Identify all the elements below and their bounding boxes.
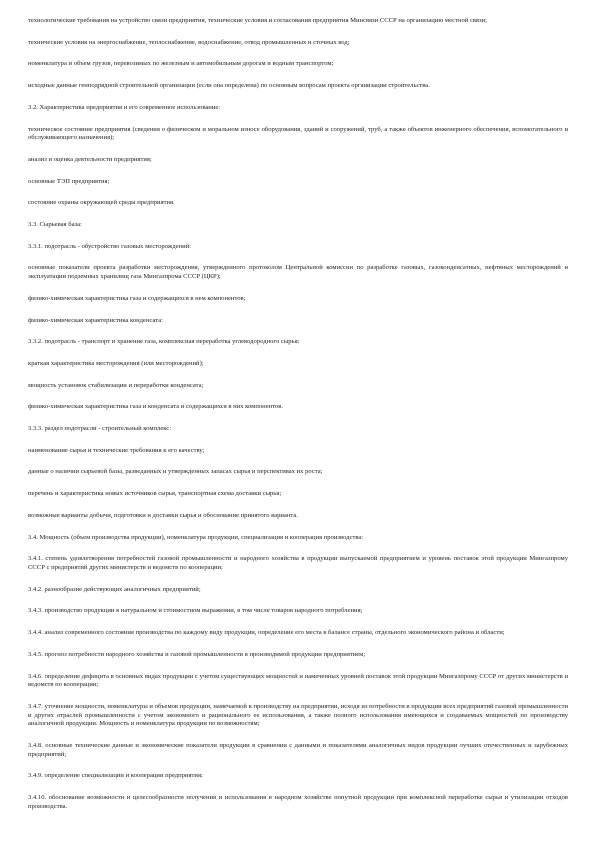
paragraph: 3.4.2. разнообразие действующих аналогичных предприятий; — [28, 585, 201, 593]
paragraph: 3.4.5. прогноз потребности народного хозяйства и газовой промышленности в производимой продукции предприятием; — [28, 650, 366, 658]
paragraph: технические условия на энергоснабжение, теплоснабжение, водоснабжение, отвод промышленных и сточных вод; — [28, 38, 350, 46]
paragraph: 3.4.9. определение специализации и кооперации предприятия; — [28, 772, 203, 780]
paragraph: состояние охраны окружающей среды предприятия. — [28, 199, 175, 207]
paragraph: возможные варианты добычи, подготовки и доставки сырья и обоснование принятого варианта. — [28, 511, 298, 519]
paragraph: 3.2. Характеристика предприятия и его современное использование: — [28, 103, 221, 111]
paragraph: 3.3.1. подотрасль - обустройство газовых месторождений: — [28, 242, 192, 250]
paragraph: основные ТЭП предприятия; — [28, 177, 110, 185]
paragraph: 3.4. Мощность (объем производства продукции), номенклатура продукции, специализация и кооперация производства: — [28, 533, 364, 541]
paragraph: исходные данные генподрядной строительной организации (если она определена) по основным вопросам проекта организации строительства. — [28, 82, 430, 90]
paragraph: перечень и характеристика новых источников сырья, транспортная схема доставки сырья; — [28, 490, 282, 498]
paragraph: 3.4.1. степень удовлетворения потребностей газовой промышленности и народного хозяйства в продукции выпускаемой предприятием и уровень поставок этой продукции Мингазпрому СССР с предприятий других министерств и ведомств по кооперации; — [28, 555, 568, 571]
paragraph: наименование сырья и технические требования к его качеству; — [28, 446, 205, 454]
paragraph: 3.4.6. определение дефицита в основных видах продукции с учетом существующих мощностей и намеченных уровней поставок этой продукции Мингазпрому СССР от других министерств и ведомств по кооперации; — [28, 672, 568, 689]
paragraph: краткая характеристика месторождения (или месторождений); — [28, 359, 204, 367]
paragraph: мощность установок стабилизации и переработки конденсата; — [28, 381, 204, 389]
paragraph: 3.4.3. производство продукции в натуральном и стоимостном выражении, в том числе товаров народного потребления; — [28, 607, 363, 615]
document-page — [28, 17, 568, 825]
paragraph: 3.4.4. анализ современного состояния производства по каждому виду продукции, определение его места в балансе страны, отдельного экономического района и области; — [28, 629, 505, 637]
paragraph: данные о наличии сырьевой базы, разведанных и утвержденных запасах сырья и перспективах их роста; — [28, 468, 323, 476]
paragraph: физико-химическая характеристика газа и конденсата и содержащихся в них компонентов. — [28, 403, 284, 411]
paragraph: 3.3. Сырьевая база: — [28, 221, 82, 229]
paragraph: физико-химическая характеристика газа и содержащихся в нем компонентов; — [28, 294, 246, 302]
paragraph: 3.3.2. подотрасль - транспорт и хранение газа, комплексная переработка углеводородного сырья: — [28, 338, 300, 346]
paragraph: 3.4.8. основные технические данные и экономические показатели продукции в сравнении с данными и показателями аналогичных видов продукции лучших отечественных и зарубежных предприятий; — [28, 742, 568, 758]
paragraph: анализ и оценка деятельности предприятия; — [28, 155, 152, 163]
paragraph: физико-химическая характеристика конденсата: — [28, 316, 163, 324]
paragraph: техническое состояние предприятия (сведения о физическом и моральном износе оборудования, зданий и сооружений, труб, а также объектов инженерного обеспечения, вспомогательного и обслуживающего назначения); — [28, 125, 568, 142]
paragraph: 3.3.3. раздел подотрасли - строительный комплекс: — [28, 425, 172, 433]
paragraph: основные показатели проекта разработки месторождения, утвержденного протоколом Центральной комиссии по разработке газовых, газоконденсатных, нефтяных месторождений и эксплуатации подземных хранилищ газа Мингазпрома СССР (ЦКР); — [28, 264, 568, 281]
paragraph: 3.4.7. уточнение мощности, номенклатуры и объемов продукции, намечаемой к производству на предприятии, исходя из потребности в продукции всех предприятий газовой промышленности и других отраслей промышленности с учетом экономного и рационального ее использования, а также полного использования имеющихся и создаваемых мощностей по производству аналогичной продукции. Мощность и номенклатура продукции по возможностям; — [28, 702, 568, 728]
paragraph: 3.4.10. обоснование возможности и целесообразности получения и использования в народном хозяйстве попутной продукции при комплексной переработке сырья и утилизации отходов производства. — [28, 794, 568, 810]
paragraph: технологические требования на устройство связи предприятия, технические условия и согласования предприятия Минсвязи СССР на организацию местной связи; — [28, 17, 487, 24]
paragraph: номенклатура и объем грузов, перевозимых по железным и автомобильным дорогам и водным транспортом; — [28, 60, 334, 68]
